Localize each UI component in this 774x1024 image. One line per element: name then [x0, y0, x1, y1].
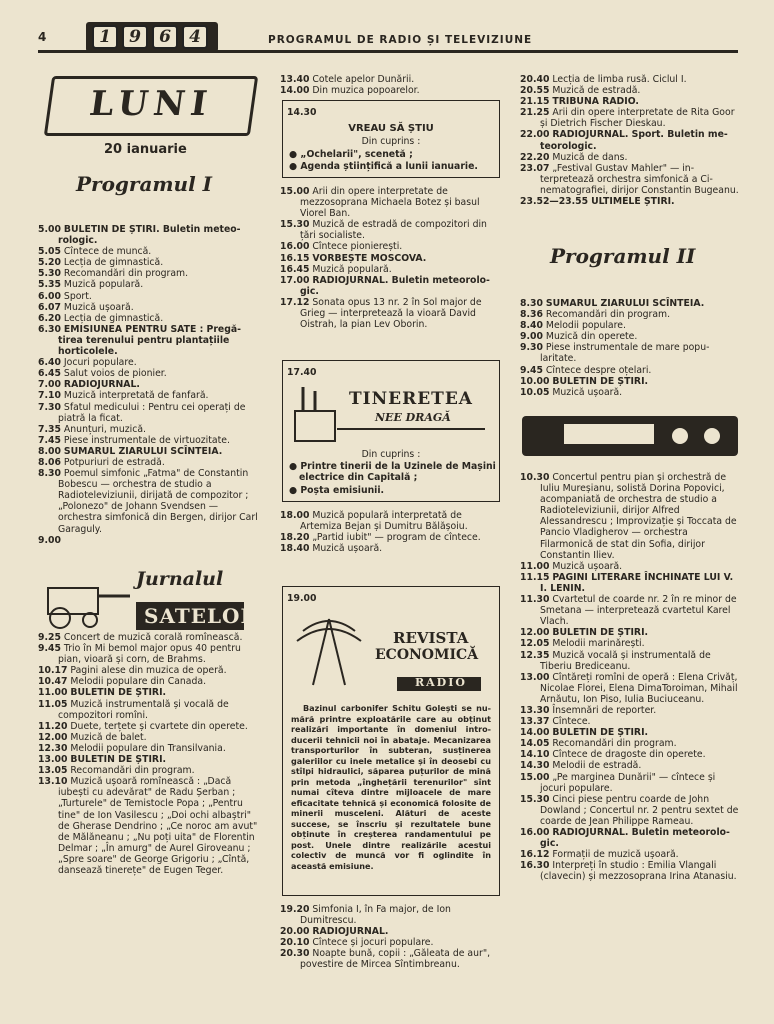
- schedule-time: 7.30: [38, 401, 61, 413]
- schedule-text: Muzică de estradă.: [552, 85, 641, 97]
- schedule-item: [38, 390, 260, 401]
- tineretea-box: [282, 360, 500, 502]
- schedule-time: 11.15: [520, 571, 550, 583]
- box-line: ● „Ochelarii", scenetă ;: [289, 149, 413, 160]
- schedule-item: [38, 468, 260, 535]
- schedule-text: Lecția de gimnastică.: [63, 257, 164, 269]
- schedule-item: [520, 152, 742, 163]
- schedule-text: Potpuriuri de estradă.: [63, 456, 165, 468]
- schedule-item: [520, 320, 742, 331]
- schedule-time: 6.07: [38, 301, 61, 313]
- schedule-text: Muzică de estradă de compozitori din țări socialiste.: [300, 219, 487, 242]
- schedule-item: [280, 275, 500, 297]
- program1-list-b: [38, 632, 260, 876]
- schedule-time: 16.00: [280, 241, 310, 253]
- schedule-text: BULETIN DE ȘTIRI.: [552, 627, 649, 639]
- schedule-item: [520, 298, 742, 309]
- schedule-item: [38, 665, 260, 676]
- schedule-text: Cîntece despre oțelari.: [545, 364, 652, 376]
- schedule-time: 12.00: [520, 627, 550, 639]
- schedule-item: [38, 368, 260, 379]
- year-badge: [86, 22, 218, 52]
- schedule-text: Concert de muzică corală romînească.: [63, 632, 243, 643]
- schedule-time: 9.45: [38, 643, 61, 655]
- program1-list-d: [280, 186, 500, 330]
- box-line-text: Poșta emisiunii.: [300, 485, 385, 496]
- schedule-time: 5.35: [38, 279, 61, 291]
- schedule-item: [280, 264, 500, 275]
- schedule-item: [38, 313, 260, 324]
- schedule-text: Concertul pentru pian și orchestră de Iuliu Mureșianu, solistă Dorina Popovici, acompaniată de orchestra de studio a Radioteleviziunii, dirijor Alfred Alessandrescu ; Improvizație și Toccata de Pancio Vladigherov — orchestra Filarmonică de stat din Sofia, dirijor Constantin Iliev.: [540, 472, 737, 561]
- schedule-time: 13.00: [520, 671, 550, 683]
- schedule-text: BULETIN DE ȘTIRI.: [552, 375, 649, 387]
- schedule-text: Melodii populare din Canada.: [70, 676, 207, 688]
- schedule-item: [38, 302, 260, 313]
- schedule-text: TRIBUNA RADIO.: [552, 96, 639, 108]
- schedule-text: Cîntece de dragoste din operete.: [552, 749, 706, 761]
- schedule-time: 8.36: [520, 309, 543, 321]
- vreau-sa-stiu-box: [282, 100, 500, 178]
- schedule-time: 20.30: [280, 948, 310, 960]
- schedule-time: 7.00: [38, 379, 61, 391]
- schedule-item: [520, 727, 742, 738]
- schedule-item: [520, 163, 742, 196]
- schedule-text: Sonata opus 13 nr. 2 în Sol major de Grieg — interpretează la vioară David Oistrah, la pian Lev Oborin.: [300, 296, 482, 331]
- revista-body: Bazinul carbonifer Schitu Golești se numără printre exploatările care au obținut realizări importante în domeniul introducerii tehnicii noi în abataje. Mecanizarea transporturilor în subteran, susținerea galeriilor cu inele metalice și în deosebi cu stîlpi hidraulici, săparea puțurilor de mină prin metoda „înghețării terenurilor" sînt numai cîteva dintre mijloacele de mare eficacitate tehnică și economică folosite de minerii musceleni. Alături de aceste succese, se înscriu și rezultatele bune obținute în creșterea randamentului pe post. Unele dintre realizările acestui colectiv de muncă vor fi oglindite în această emisiune.: [291, 703, 491, 871]
- schedule-item: [38, 357, 260, 368]
- schedule-time: 20.00: [280, 926, 310, 938]
- schedule-text: RADIOJURNAL. Buletin meteorologic.: [300, 274, 490, 297]
- schedule-text: Muzică ușoară.: [63, 301, 134, 313]
- schedule-item: [280, 186, 500, 219]
- schedule-text: Anunțuri, muzică.: [63, 423, 146, 435]
- radio-receiver-image: [520, 412, 740, 460]
- schedule-time: 18.00: [280, 510, 310, 521]
- schedule-time: 18.40: [280, 543, 310, 555]
- schedule-item: [38, 402, 260, 424]
- schedule-text: EMISIUNEA PENTRU SATE : Pregătirea terenului pentru plantațiile horticolele.: [58, 323, 242, 358]
- program1-list-a: [38, 224, 260, 546]
- schedule-time: 10.17: [38, 665, 68, 677]
- schedule-text: Melodii de estradă.: [552, 760, 642, 772]
- schedule-item: [520, 672, 742, 705]
- schedule-text: RADIOJURNAL.: [312, 926, 389, 938]
- page-number: 4: [38, 30, 47, 44]
- schedule-text: VORBEȘTE MOSCOVA.: [312, 252, 427, 264]
- schedule-item: [38, 676, 260, 687]
- schedule-item: [520, 309, 742, 320]
- box-line-text: Printre tinerii de la Uzinele de Mașini electrice din Capitală ;: [299, 461, 496, 484]
- schedule-item: [38, 721, 260, 732]
- schedule-item: [520, 96, 742, 107]
- schedule-text: Lecția de limba rusă. Ciclul I.: [552, 74, 687, 85]
- schedule-time: 13.30: [520, 704, 550, 716]
- schedule-time: 6.20: [38, 312, 61, 324]
- schedule-text: Cîntece de muncă.: [63, 246, 152, 258]
- schedule-item: [520, 572, 742, 594]
- schedule-item: [520, 716, 742, 727]
- schedule-text: SUMARUL ZIARULUI SCÎNTEIA.: [63, 445, 223, 457]
- schedule-text: Arii din opere interpretate de Rita Goor și Dietrich Fischer Dieskau.: [540, 107, 735, 130]
- schedule-item: [520, 738, 742, 749]
- schedule-text: „Partid iubit" — program de cîntece.: [312, 532, 481, 544]
- schedule-time: 5.30: [38, 268, 61, 280]
- schedule-time: 8.40: [520, 320, 543, 332]
- schedule-item: [520, 749, 742, 760]
- schedule-time: 8.30: [38, 468, 61, 480]
- schedule-item: [38, 776, 260, 876]
- schedule-text: Cîntece pionierești.: [312, 241, 403, 253]
- box-line-text: Agenda științifică a lunii ianuarie.: [300, 161, 478, 172]
- radio-set-icon: [520, 412, 740, 460]
- header-rule: [38, 50, 738, 53]
- schedule-text: Sfatul medicului : Pentru cei operați de piatră la ficat.: [58, 401, 246, 424]
- schedule-time: 6.45: [38, 368, 61, 380]
- schedule-item: [520, 760, 742, 771]
- schedule-item: [520, 794, 742, 827]
- schedule-item: [38, 246, 260, 257]
- tineretea-logo-line2: NEE DRAGĂ: [375, 411, 451, 424]
- schedule-text: Sport.: [63, 290, 92, 302]
- schedule-text: „Pe marginea Dunării" — cîntece și jocuri populare.: [540, 771, 716, 794]
- schedule-item: [280, 253, 500, 264]
- schedule-text: Muzică interpretată de fanfară.: [63, 390, 209, 402]
- schedule-item: [280, 297, 500, 330]
- schedule-item: [38, 457, 260, 468]
- schedule-item: [38, 446, 260, 457]
- schedule-time: 15.00: [280, 186, 310, 197]
- schedule-text: Poemul simfonic „Fatma" de Constantin Bobescu — orchestra de studio a Radioteleviziunii, dirijată de compozitor ; „Polonezo" de Johann Svendsen — orchestra simfonică din Bergen, dirijor Carl Garaguly.: [58, 468, 258, 535]
- schedule-item: [520, 860, 742, 882]
- schedule-text: BULETIN DE ȘTIRI. Buletin meteorologic.: [58, 224, 241, 247]
- schedule-text: Recomandări din program.: [70, 765, 195, 777]
- schedule-item: [520, 365, 742, 376]
- schedule-time: 16.00: [520, 827, 550, 838]
- schedule-time: 14.00: [280, 85, 310, 97]
- schedule-time: 14.30: [520, 760, 550, 772]
- box-line-text: „Ochelarii", scenetă ;: [300, 149, 413, 160]
- program1-title: Programul I: [76, 172, 213, 196]
- schedule-item: [38, 699, 260, 721]
- schedule-text: Cotele apelor Dunării.: [312, 74, 415, 85]
- schedule-time: 5.05: [38, 246, 61, 258]
- schedule-item: [280, 937, 500, 948]
- box-line: ● Agenda științifică a lunii ianuarie.: [289, 161, 478, 172]
- schedule-time: 9.25: [38, 632, 61, 643]
- schedule-text: Muzică ușoară.: [312, 543, 383, 555]
- schedule-text: Pagini alese din muzica de operă.: [70, 665, 227, 677]
- schedule-time: 12.00: [38, 731, 68, 743]
- schedule-text: Cîntăreți romîni de operă : Elena Crivăț, Nicolae Florei, Elena DimaToroiman, Mihail Arnăutu, Ion Piso, Iulia Buciuceanu.: [540, 671, 738, 705]
- schedule-time: 5.00: [38, 224, 61, 235]
- schedule-item: [38, 687, 260, 698]
- schedule-text: Muzică din operete.: [545, 331, 638, 343]
- schedule-text: Lecția de gimnastică.: [63, 312, 164, 324]
- schedule-item: [280, 926, 500, 937]
- schedule-time: 13.05: [38, 765, 68, 777]
- schedule-text: BULETIN DE ȘTIRI.: [552, 727, 649, 739]
- schedule-item: [280, 74, 500, 85]
- tineretea-logo-line1: TINERETEA: [349, 389, 473, 409]
- schedule-item: [520, 74, 742, 85]
- schedule-text: Formații de muzică ușoară.: [552, 849, 679, 861]
- schedule-time: 9.00: [38, 534, 61, 546]
- schedule-item: [38, 424, 260, 435]
- schedule-time: 14.00: [520, 727, 550, 739]
- schedule-text: Melodii populare din Transilvania.: [70, 742, 226, 754]
- schedule-time: 9.30: [520, 342, 543, 354]
- schedule-time: 16.45: [280, 263, 310, 275]
- box-title: VREAU SĂ ȘTIU: [348, 123, 434, 134]
- schedule-time: 15.30: [280, 219, 310, 231]
- schedule-item: [520, 342, 742, 364]
- schedule-item: [520, 107, 742, 129]
- program2-list-a: [520, 298, 742, 398]
- schedule-text: Interpreți în studio : Emilia Vlangali (clavecin) și mezzosoprana Irina Atanasiu.: [540, 860, 737, 883]
- schedule-time: 12.30: [38, 742, 68, 754]
- schedule-time: 6.30: [38, 323, 61, 335]
- page-header-title: PROGRAMUL DE RADIO ȘI TELEVIZIUNE: [268, 34, 533, 46]
- schedule-text: Cîntece și jocuri populare.: [312, 937, 434, 949]
- schedule-item: [38, 291, 260, 302]
- schedule-text: Arii din opere interpretate de mezzosoprana Michaela Botez și basul Viorel Ban.: [300, 186, 480, 220]
- box-time: 19.00: [287, 593, 317, 604]
- schedule-time: 12.35: [520, 649, 550, 661]
- schedule-text: Muzică populară.: [63, 279, 144, 291]
- day-date: 20 ianuarie: [104, 142, 187, 157]
- schedule-time: 13.00: [38, 754, 68, 766]
- revista-logo-line1: REVISTA: [393, 629, 469, 647]
- schedule-item: [520, 331, 742, 342]
- schedule-time: 8.30: [520, 298, 543, 309]
- schedule-time: 15.00: [520, 771, 550, 783]
- schedule-time: 11.00: [38, 687, 68, 699]
- schedule-time: 16.30: [520, 860, 550, 872]
- schedule-time: 10.47: [38, 676, 68, 688]
- schedule-time: 21.15: [520, 96, 550, 108]
- schedule-text: Jocuri populare.: [63, 357, 137, 369]
- schedule-text: Recomandări din program.: [545, 309, 671, 321]
- schedule-time: 17.12: [280, 296, 310, 308]
- schedule-time: 23.52—23.55: [520, 196, 589, 208]
- schedule-text: Recomandări din program.: [552, 738, 677, 750]
- schedule-text: ULTIMELE ȘTIRI.: [591, 196, 675, 208]
- schedule-text: Muzică de dans.: [552, 151, 628, 163]
- schedule-time: 7.35: [38, 423, 61, 435]
- schedule-item: [38, 324, 260, 357]
- schedule-time: 22.20: [520, 151, 550, 163]
- day-logo: [44, 76, 258, 136]
- schedule-item: [38, 257, 260, 268]
- schedule-item: [280, 219, 500, 241]
- schedule-item: [38, 435, 260, 446]
- schedule-text: Muzică populară.: [312, 263, 392, 275]
- schedule-time: 9.00: [520, 331, 543, 343]
- jurnalul-satelor-logo: [40, 566, 259, 632]
- schedule-text: „Festival Gustav Mahler" — interpretează orchestra simfonică a Cinematografiei, dirijor Constantin Bugeanu.: [540, 162, 739, 196]
- box-subtitle: Din cuprins :: [361, 136, 421, 147]
- schedule-item: [520, 129, 742, 151]
- schedule-time: 12.05: [520, 638, 550, 650]
- year-digit: 9: [122, 25, 148, 49]
- schedule-text: BULETIN DE ȘTIRI.: [70, 754, 167, 766]
- schedule-text: Noapte bună, copii : „Găleata de aur", povestire de Mircea Sîntimbreanu.: [300, 948, 491, 971]
- schedule-time: 8.06: [38, 456, 61, 468]
- schedule-text: Cîntece.: [552, 716, 591, 728]
- schedule-text: Simfonia I, în Fa major, de Ion Dumitrescu.: [300, 904, 451, 927]
- schedule-time: 18.20: [280, 532, 310, 544]
- schedule-item: [520, 705, 742, 716]
- schedule-item: [520, 472, 742, 561]
- schedule-time: 20.55: [520, 85, 550, 97]
- schedule-time: 7.45: [38, 434, 61, 446]
- schedule-text: Recomandări din program.: [63, 268, 189, 280]
- schedule-time: 10.00: [520, 375, 550, 387]
- box-line: ● Printre tinerii de la Uzinele de Mașini electrice din Capitală ;: [289, 461, 496, 484]
- schedule-text: Muzică populară interpretată de Artemiza Bejan și Dumitru Bălășoiu.: [300, 510, 468, 533]
- schedule-time: 9.45: [520, 364, 543, 376]
- schedule-time: 13.37: [520, 716, 550, 728]
- schedule-time: 13.40: [280, 74, 310, 85]
- schedule-time: 14.05: [520, 738, 550, 750]
- schedule-time: 20.40: [520, 74, 550, 85]
- program2-title: Programul II: [550, 244, 696, 268]
- schedule-text: Însemnări de reporter.: [552, 704, 657, 716]
- schedule-text: Cinci piese pentru coarde de John Dowland ; Concertul nr. 2 pentru sextet de coarde de Jean Philippe Rameau.: [540, 793, 739, 827]
- schedule-text: Melodii marinărești.: [552, 638, 645, 650]
- schedule-time: 6.40: [38, 357, 61, 369]
- schedule-time: 16.12: [520, 849, 550, 861]
- schedule-item: [280, 85, 500, 96]
- revista-logo-line2: ECONOMICĂ: [375, 647, 479, 663]
- year-digit: 6: [152, 25, 178, 49]
- jurnal-logo-line1: Jurnalul: [136, 568, 224, 590]
- schedule-item: [520, 772, 742, 794]
- schedule-item: [280, 543, 500, 554]
- schedule-text: Muzică vocală și instrumentală de Tiberiu Brediceanu.: [540, 649, 711, 672]
- jurnal-logo-line2: SATELOR: [144, 604, 259, 628]
- schedule-time: 8.00: [38, 445, 61, 457]
- schedule-text: Cvartetul de coarde nr. 2 în re minor de Smetana — interpretează cvartetul Karel Vlach.: [540, 594, 737, 628]
- schedule-item: [38, 535, 260, 546]
- schedule-text: Duete, terțete și cvartete din operete.: [70, 720, 248, 732]
- schedule-text: Muzică ușoară.: [552, 560, 623, 572]
- schedule-item: [38, 224, 260, 246]
- schedule-time: 22.00: [520, 129, 550, 141]
- schedule-time: 23.07: [520, 162, 550, 174]
- schedule-item: [520, 849, 742, 860]
- schedule-item: [280, 510, 500, 532]
- schedule-item: [520, 827, 742, 849]
- schedule-time: 6.00: [38, 290, 61, 302]
- schedule-text: PAGINI LITERARE ÎNCHINATE LUI V. I. LENIN.: [540, 571, 734, 594]
- schedule-item: [280, 948, 500, 970]
- schedule-text: BULETIN DE ȘTIRI.: [70, 687, 167, 699]
- schedule-time: 11.05: [38, 698, 68, 710]
- schedule-time: 15.30: [520, 793, 550, 805]
- schedule-item: [38, 732, 260, 743]
- schedule-item: [38, 279, 260, 290]
- schedule-text: SUMARUL ZIARULUI SCÎNTEIA.: [545, 298, 705, 309]
- schedule-text: Melodii populare.: [545, 320, 626, 332]
- schedule-text: Din muzica popoarelor.: [312, 85, 420, 97]
- schedule-time: 10.30: [520, 472, 550, 483]
- schedule-text: Trio în Mi bemol major opus 40 pentru pian, vioară și corn, de Brahms.: [58, 643, 241, 666]
- program2-list-b: [520, 472, 742, 882]
- year-digit: 4: [182, 25, 208, 49]
- box-line: ● Poșta emisiunii.: [289, 485, 385, 496]
- schedule-text: RADIOJURNAL.: [63, 379, 140, 391]
- schedule-item: [38, 632, 260, 643]
- program1-list-g: [520, 74, 742, 207]
- schedule-time: 11.20: [38, 720, 68, 732]
- schedule-item: [280, 241, 500, 252]
- schedule-time: 11.30: [520, 594, 550, 606]
- schedule-text: Muzică ușoară.: [552, 386, 623, 398]
- revista-economica-box: [282, 586, 500, 896]
- year-digit: 1: [92, 25, 118, 49]
- program1-list-f: [280, 904, 500, 971]
- schedule-item: [280, 532, 500, 543]
- schedule-item: [520, 650, 742, 672]
- schedule-time: 5.20: [38, 257, 61, 269]
- program1-list-c: [280, 74, 500, 96]
- schedule-text: Piese instrumentale de mare popularitate.: [540, 342, 710, 365]
- schedule-text: RADIOJURNAL. Sport. Buletin meteorologic.: [540, 129, 728, 152]
- schedule-time: 21.25: [520, 107, 550, 119]
- schedule-time: 13.10: [38, 776, 68, 788]
- schedule-time: 7.10: [38, 390, 61, 402]
- schedule-item: [520, 594, 742, 627]
- schedule-item: [520, 196, 742, 207]
- schedule-item: [520, 638, 742, 649]
- schedule-item: [280, 904, 500, 926]
- box-time: 14.30: [287, 107, 317, 118]
- schedule-time: 19.20: [280, 904, 310, 915]
- schedule-item: [38, 754, 260, 765]
- schedule-time: 10.05: [520, 386, 550, 398]
- schedule-time: 16.15: [280, 252, 310, 264]
- schedule-item: [38, 743, 260, 754]
- schedule-item: [38, 765, 260, 776]
- schedule-item: [520, 387, 742, 398]
- box-subtitle: Din cuprins :: [361, 449, 421, 460]
- schedule-text: Muzică ușoară romînească : „Dacă iubești cu adevărat" de Radu Șerban ; „Turturele" de Temistocle Popa ; „Pentru tine" de Ion Vasilescu ; „Doi ochi albaștri" de Gherase Dendrino ; „Ce noroc am avut" de Mălăneanu ; „Nu poți uita" de Florentin Delmar ; „În amurg" de Aurel Giroveanu ; „Spre soare" de George Grigoriu ; „Cîntă, dansează tinerețe" de Eugen Teger.: [58, 776, 258, 876]
- schedule-item: [520, 561, 742, 572]
- program1-list-e: [280, 510, 500, 554]
- schedule-item: [38, 379, 260, 390]
- schedule-text: Muzică instrumentală și vocală de compozitori romîni.: [58, 698, 229, 721]
- schedule-item: [520, 85, 742, 96]
- schedule-text: Muzică de balet.: [70, 731, 147, 743]
- schedule-item: [38, 643, 260, 665]
- day-name: LUNI: [87, 84, 216, 124]
- schedule-time: 20.10: [280, 937, 310, 949]
- schedule-time: 14.10: [520, 749, 550, 761]
- schedule-time: 11.00: [520, 560, 550, 572]
- schedule-text: Salut voios de pionier.: [63, 368, 167, 380]
- schedule-text: RADIOJURNAL. Buletin meteorologic.: [540, 827, 730, 850]
- schedule-item: [38, 268, 260, 279]
- revista-logo-line3: RADIO: [415, 676, 467, 689]
- schedule-item: [520, 376, 742, 387]
- schedule-text: Piese instrumentale de virtuozitate.: [63, 434, 230, 446]
- box-time: 17.40: [287, 367, 317, 378]
- schedule-time: 17.00: [280, 274, 310, 286]
- schedule-item: [520, 627, 742, 638]
